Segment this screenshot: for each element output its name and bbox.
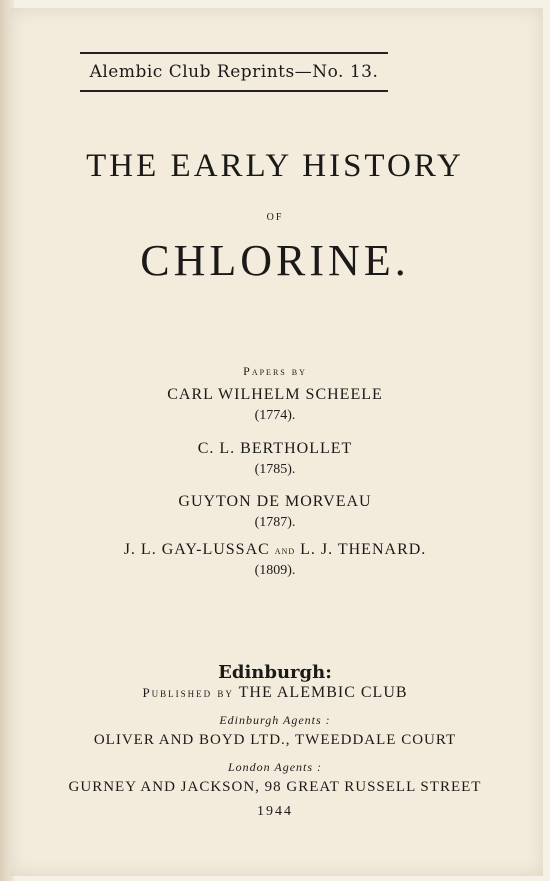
author-year: (1787). bbox=[254, 515, 296, 530]
author-name: C. L. BERTHOLLET bbox=[197, 440, 353, 457]
london-agents-label: London Agents : bbox=[227, 760, 323, 774]
edinburgh-agents-label: Edinburgh Agents : bbox=[219, 713, 331, 727]
author-year: (1809). bbox=[254, 563, 296, 578]
author-name-a: J. L. GAY-LUSSAC bbox=[123, 541, 270, 558]
author-year: (1785). bbox=[254, 462, 296, 477]
author-year: (1774). bbox=[254, 408, 296, 423]
series-header-text: Alembic Club Reprints—No. 13. bbox=[89, 62, 379, 82]
author-name: GUYTON DE MORVEAU bbox=[178, 493, 372, 510]
title-line-1: THE EARLY HISTORY bbox=[86, 148, 464, 184]
city-heading: Edinburgh: bbox=[218, 662, 332, 683]
edinburgh-agents: OLIVER AND BOYD LTD., TWEEDDALE COURT bbox=[93, 732, 457, 748]
author-name: CARL WILHELM SCHEELE bbox=[167, 386, 383, 403]
author-name-joint bbox=[0, 541, 550, 559]
author-and: and bbox=[274, 543, 296, 557]
london-agents: GURNEY AND JACKSON, 98 GREAT RUSSELL STREET bbox=[68, 779, 482, 795]
title-line-2: CHLORINE. bbox=[140, 236, 410, 285]
publication-year: 1944 bbox=[257, 804, 293, 819]
publisher-line bbox=[0, 684, 550, 702]
publisher-name: THE ALEMBIC CLUB bbox=[238, 684, 408, 701]
papers-by-label: Papers by bbox=[243, 364, 307, 378]
author-name-b: L. J. THENARD. bbox=[300, 541, 427, 558]
published-by-label: Published by bbox=[142, 685, 234, 700]
series-header bbox=[80, 52, 388, 92]
title-of: OF bbox=[266, 212, 284, 223]
